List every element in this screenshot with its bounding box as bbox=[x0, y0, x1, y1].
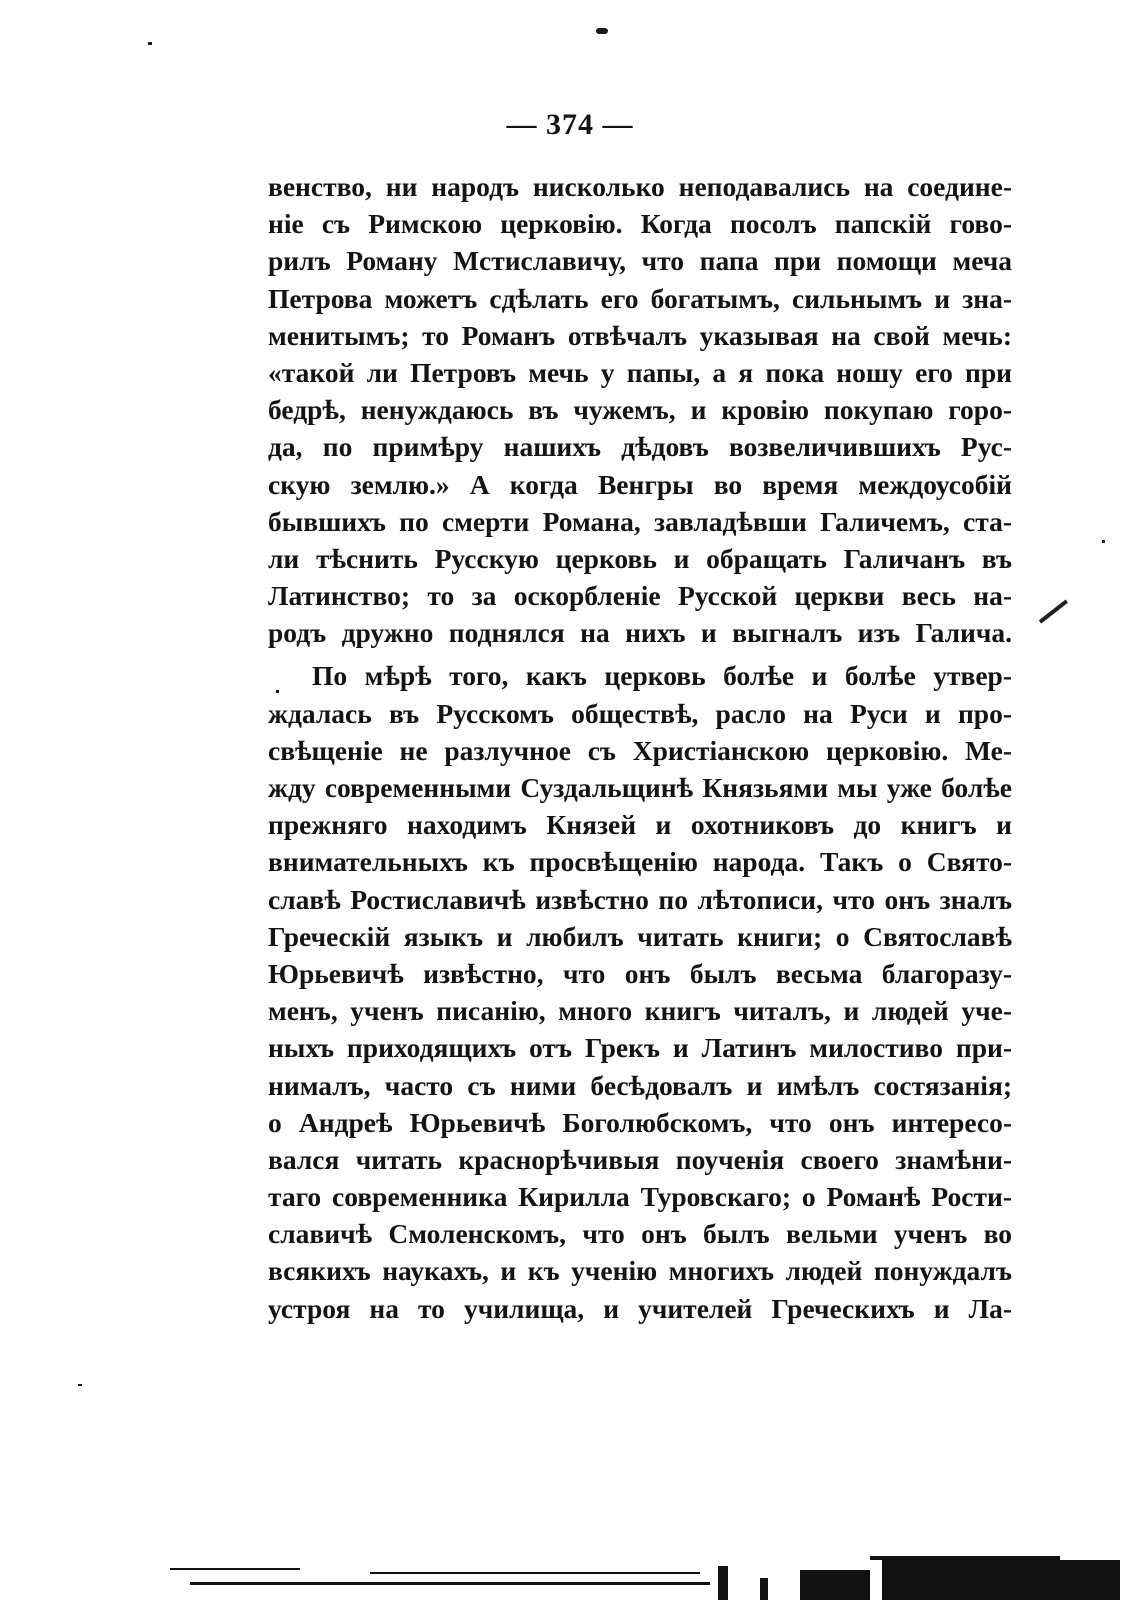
text-line: славѣ Ростиславичѣ извѣстно по лѣтописи, что онъ зналъ bbox=[268, 883, 1012, 915]
text-line: менъ, ученъ писанію, много книгъ читалъ, и людей уче- bbox=[268, 995, 1012, 1027]
text-line: свѣщеніе не разлучное съ Христіанскою церковію. Ме- bbox=[268, 734, 1012, 766]
paragraph-end-line: родъ дружно поднялся на нихъ и выгналъ изъ Галича. bbox=[268, 617, 1012, 649]
paragraph-start-line: По мѣрѣ того, какъ церковь болѣе и болѣе утвер- bbox=[312, 660, 1012, 692]
text-line: внимательныхъ къ просвѣщенію народа. Такъ о Свято- bbox=[268, 846, 1012, 878]
text-line: вался читать краснорѣчивыя поученія своего знамѣни- bbox=[268, 1143, 1012, 1175]
text-line: ли тѣснить Русскую церковь и обращать Галичанъ въ bbox=[268, 542, 1012, 574]
scan-speck bbox=[78, 1384, 82, 1386]
text-line: Латинство; то за оскорбленіе Русской церкви весь на- bbox=[268, 580, 1012, 612]
text-line: таго современника Кирилла Туровскаго; о Романѣ Рости- bbox=[268, 1181, 1012, 1213]
text-line: венство, ни народъ нисколько неподавались на соедине- bbox=[268, 171, 1012, 202]
text-line: Юрьевичѣ извѣстно, что онъ былъ весьма благоразу- bbox=[268, 957, 1012, 989]
text-line: рилъ Роману Мстиславичу, что папа при помощи меча bbox=[268, 245, 1012, 277]
text-line: ніе съ Римскою церковію. Когда посолъ папскій гово- bbox=[268, 208, 1012, 240]
text-line: скую землю.» А когда Венгры во время междоусобій bbox=[268, 468, 1012, 500]
text-line: прежняго находимъ Князей и охотниковъ до книгъ и bbox=[268, 809, 1012, 841]
scan-speck bbox=[1102, 540, 1105, 543]
text-line: менитымъ; то Романъ отвѣчалъ указывая на свой мечь: bbox=[268, 319, 1012, 351]
scan-speck bbox=[148, 42, 152, 45]
body-text bbox=[268, 168, 1012, 1327]
text-line: жду современными Суздальщинѣ Князьями мы уже болѣе bbox=[268, 772, 1012, 803]
text-line: бывшихъ по смерти Романа, завладѣвши Галичемъ, ста- bbox=[268, 505, 1012, 537]
text-line: о Андреѣ Юрьевичѣ Боголюбскомъ, что онъ интересо- bbox=[268, 1106, 1012, 1138]
text-line: ныхъ приходящихъ отъ Грекъ и Латинъ милостиво при- bbox=[268, 1032, 1012, 1064]
text-line: бедрѣ, ненуждаюсь въ чужемъ, и кровію покупаю горо- bbox=[268, 394, 1012, 426]
scan-edge-artifact bbox=[170, 1546, 1120, 1600]
text-line: всякихъ наукахъ, и къ ученію многихъ людей понуждалъ bbox=[268, 1255, 1012, 1287]
text-line: ждалась въ Русскомъ обществѣ, расло на Руси и про- bbox=[268, 697, 1012, 729]
text-line: Петрова можетъ сдѣлать его богатымъ, сильнымъ и зна- bbox=[268, 282, 1012, 314]
page-number: — 374 — bbox=[506, 108, 634, 141]
text-line: нималъ, часто съ ними бесѣдовалъ и имѣлъ состязанія; bbox=[268, 1069, 1012, 1101]
text-line: устроя на то училища, и учителей Греческихъ и Ла- bbox=[268, 1292, 1012, 1324]
margin-pencil-mark bbox=[1039, 599, 1068, 623]
text-line: «такой ли Петровъ мечь у папы, а я пока ношу его при bbox=[268, 356, 1012, 388]
scan-speck bbox=[596, 28, 608, 34]
text-line: славичѣ Смоленскомъ, что онъ былъ вельми ученъ во bbox=[268, 1218, 1012, 1250]
text-line: да, по примѣру нашихъ дѣдовъ возвеличившихъ Рус- bbox=[268, 431, 1012, 463]
text-line: Греческій языкъ и любилъ читать книги; о Святославѣ bbox=[268, 920, 1012, 952]
